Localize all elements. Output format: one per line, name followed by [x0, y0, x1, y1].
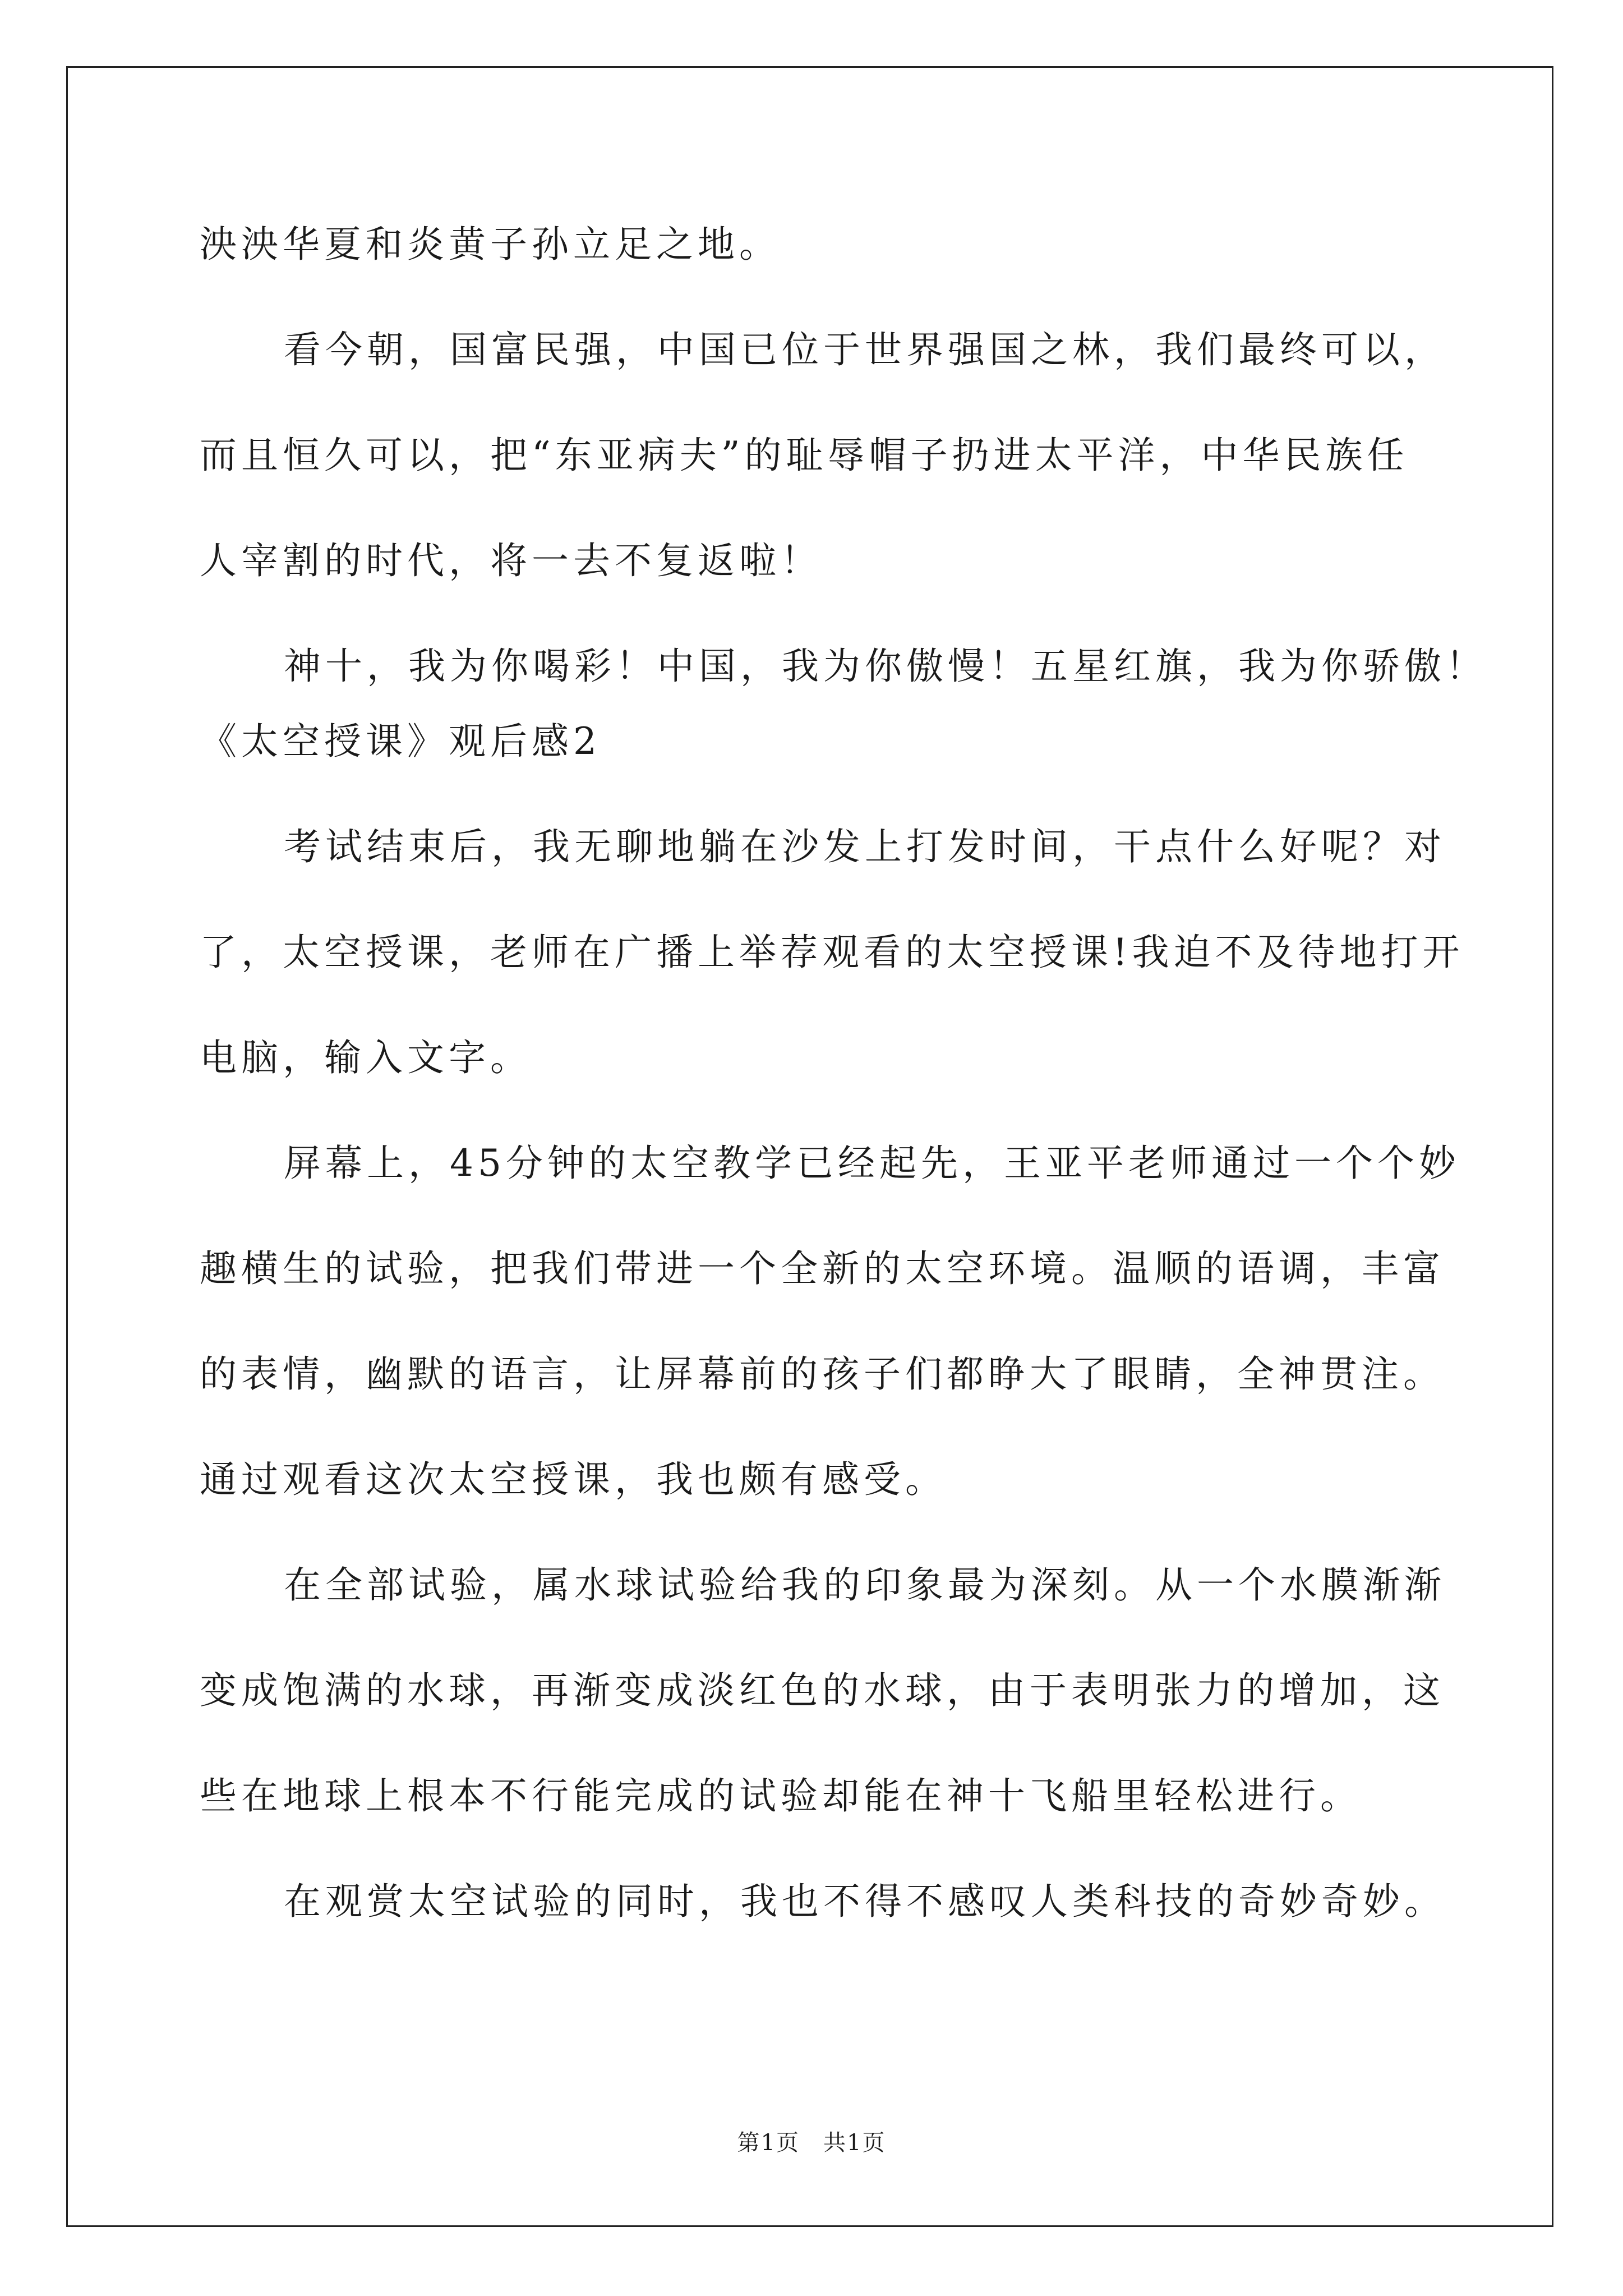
paragraph-after-exam [200, 816, 1464, 1089]
paragraph-today [200, 319, 1461, 592]
document-body [200, 213, 1487, 1933]
text-line: 的表情，幽默的语言，让屏幕前的孩子们都睁大了眼睛，全神贯注。 [200, 1352, 1445, 1396]
text-line: 泱泱华夏和炎黄子孙立足之地。 [200, 223, 781, 266]
text-line: 《太空授课》观后感2 [200, 720, 601, 763]
paragraph-continuation [200, 213, 1461, 276]
text-line: 通过观看这次太空授课，我也颇有感受。 [200, 1458, 947, 1501]
text-line: 看今朝，国富民强，中国已位于世界强国之林，我们最终可以， [284, 328, 1446, 371]
text-line: 神十，我为你喝彩！中国，我为你傲慢！五星红旗，我为你骄傲！ [284, 645, 1487, 688]
text-line: 了，太空授课，老师在广播上举荐观看的太空授课!我迫不及待地打开 [200, 931, 1464, 974]
text-line: 电脑，输入文字。 [200, 1036, 532, 1079]
paragraph-cheer [200, 635, 1487, 698]
text-line: 趣横生的试验，把我们带进一个全新的太空环境。温顺的语调，丰富 [200, 1247, 1445, 1290]
text-line: 些在地球上根本不行能完成的试验却能在神十飞船里轻松进行。 [200, 1774, 1362, 1818]
text-line: 人宰割的时代，将一去不复返啦！ [200, 539, 822, 582]
text-line: 在观赏太空试验的同时，我也不得不感叹人类科技的奇妙奇妙。 [284, 1880, 1446, 1923]
section-title [200, 710, 1461, 773]
paragraph-screen [200, 1132, 1461, 1511]
text-line: 在全部试验，属水球试验给我的印象最为深刻。从一个水膜渐渐 [284, 1563, 1446, 1607]
text-line: 屏幕上，45分钟的太空教学已经起先，王亚平老师通过一个个妙 [284, 1142, 1460, 1185]
page-number-footer: 第1页 共1页 [737, 2130, 886, 2156]
text-line: 变成饱满的水球，再渐变成淡红色的水球，由于表明张力的增加，这 [200, 1669, 1445, 1712]
text-line: 考试结束后，我无聊地躺在沙发上打发时间，干点什么好呢？对 [284, 825, 1446, 868]
paragraph-water-ball [200, 1554, 1461, 1828]
text-line: 而且恒久可以，把“东亚病夫”的耻辱帽子扔进太平洋，中华民族任 [200, 434, 1409, 477]
paragraph-technology [200, 1870, 1461, 1933]
